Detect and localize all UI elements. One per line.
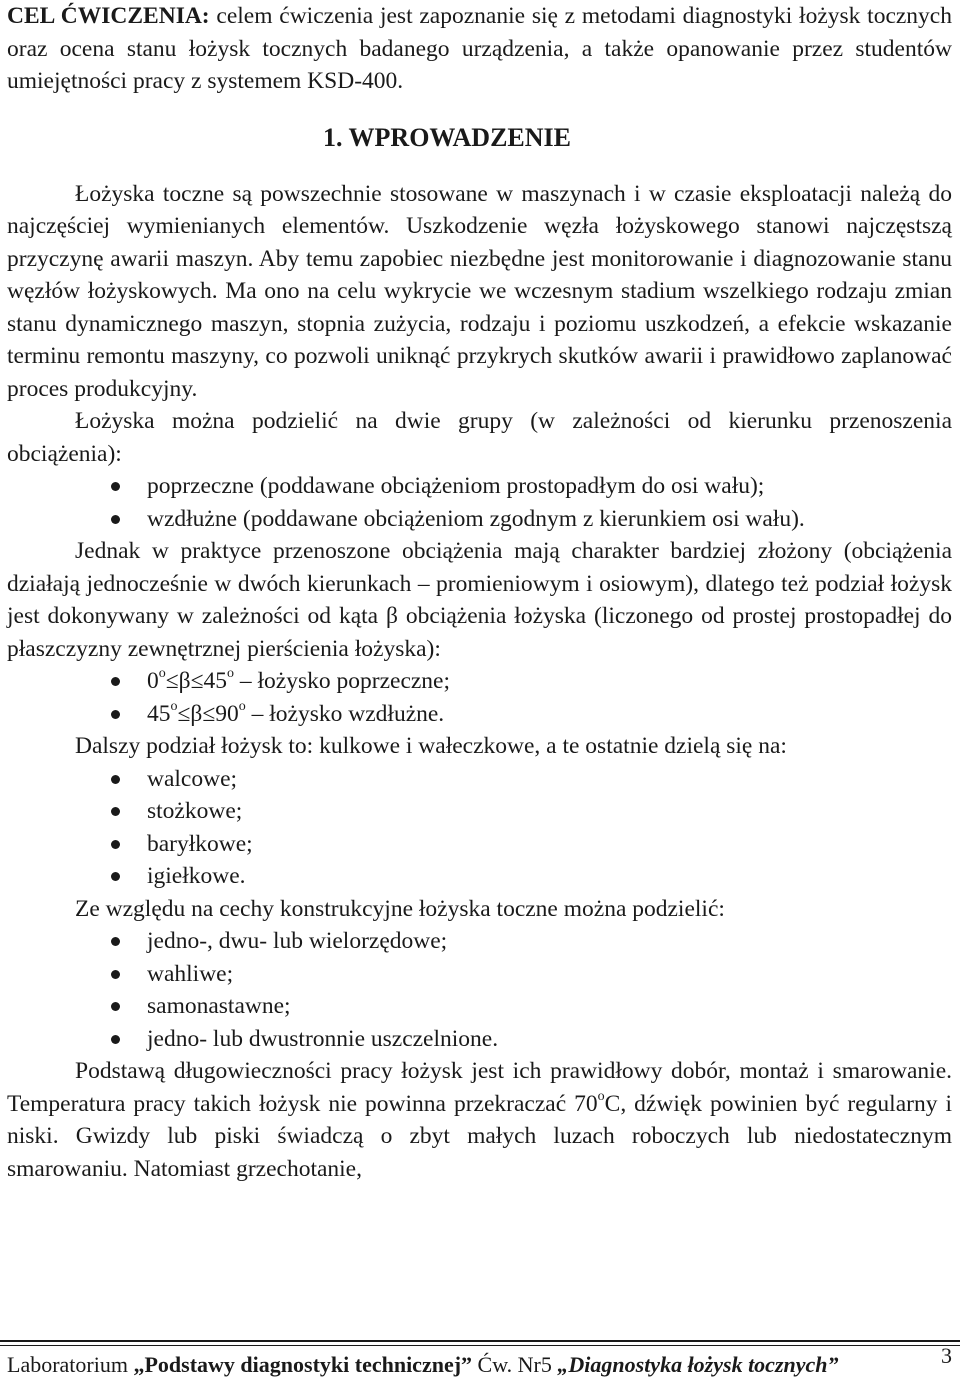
intro-paragraph: Łożyska toczne są powszechnie stosowane w maszynach i w czasie eksploatacji należą do najczęściej wymienianych elementów. Uszkodzenie węzła łożyskowego stanowi najczęstszą przyczynę awarii maszyn. Aby temu zapobiec niezbędne jest monitorowanie i diagnozowanie stanu węzłów łożyskowych. Ma ono na celu wykrycie we wczesnym stadium wszelkiego rodzaju zmian stanu dynamicznego maszyn, stopnia zużycia, rodzaju i poziomu uszkodzeń, a efekcie wskazanie terminu remontu maszyny, co pozwoli uniknąć przykrych skutków awarii i prawidłowo zaplanować proces produkcyjny. bbox=[7, 180, 952, 402]
load-direction-list bbox=[7, 470, 952, 535]
footer-lab: Laboratorium bbox=[7, 1352, 134, 1377]
lifetime-text-a: Podstawą długowieczności pracy łożysk jest ich prawidłowy dobór, montaż i smarowanie. Temperatura pracy takich łożysk nie powinna przekraczać 70 bbox=[7, 1058, 952, 1117]
construction-paragraph: Ze względu na cechy konstrukcyjne łożyska toczne można podzielić: bbox=[75, 895, 725, 922]
list-item: samonastawne; bbox=[7, 990, 952, 1023]
list-item: baryłkowe; bbox=[7, 828, 952, 861]
angle-beta: β bbox=[178, 668, 191, 694]
list-item: $45^o\le\beta\le 90^o$ – łożysko wzdłużne. bbox=[7, 698, 952, 731]
angle-desc: – łożysko wzdłużne. bbox=[245, 700, 445, 727]
section-heading: 1. WPROWADZENIE bbox=[323, 122, 572, 152]
angle-desc: – łożysko poprzeczne; bbox=[234, 668, 451, 694]
lifetime-paragraph bbox=[7, 1055, 952, 1185]
angle-min: 0 bbox=[147, 668, 159, 694]
footer-topic: „Diagnostyka łożysk tocznych” bbox=[557, 1352, 839, 1377]
page-number: 3 bbox=[941, 1343, 952, 1368]
exercise-goal-text: celem ćwiczenia jest zapoznanie się z metodami diagnostyki łożysk tocznych oraz ocena stanu łożysk tocznych badanego urządzenia, a także opanowanie przez studentów umiejętności pracy z systemem KSD-400. bbox=[7, 3, 952, 94]
degree-symbol: o bbox=[170, 698, 178, 714]
groups-paragraph: Łożyska można podzielić na dwie grupy (w zależności od kierunku przenoszenia obciążenia): bbox=[7, 408, 952, 467]
list-item: $0^o\le\beta\le 45^o$ – łożysko poprzeczne; bbox=[7, 665, 952, 698]
degree-symbol: o bbox=[227, 666, 235, 682]
list-item: stożkowe; bbox=[7, 795, 952, 828]
degree-symbol: o bbox=[597, 1088, 605, 1104]
footer-divider-thin bbox=[0, 1345, 960, 1346]
list-item: jedno-, dwu- lub wielorzędowe; bbox=[7, 925, 952, 958]
list-item: poprzeczne (poddawane obciążeniom prostopadłym do osi wału); bbox=[7, 470, 952, 503]
angle-max: 90 bbox=[215, 700, 239, 727]
angle-list bbox=[7, 665, 952, 730]
footer-divider bbox=[0, 1340, 960, 1342]
list-item: igiełkowe. bbox=[7, 860, 952, 893]
angle-beta: β bbox=[190, 700, 203, 727]
footer-course: „Podstawy diagnostyki technicznej” bbox=[133, 1352, 473, 1377]
exercise-goal-label: CEL ĆWICZENIA: bbox=[7, 3, 210, 29]
list-item: jedno- lub dwustronnie uszczelnione. bbox=[7, 1023, 952, 1056]
list-item: wahliwe; bbox=[7, 958, 952, 991]
exercise-goal-paragraph bbox=[7, 0, 952, 98]
list-item: wzdłużne (poddawane obciążeniom zgodnym z kierunkiem osi wału). bbox=[7, 503, 952, 536]
list-item: walcowe; bbox=[7, 763, 952, 796]
document-body bbox=[7, 0, 952, 1185]
footer-exercise: Ćw. Nr5 bbox=[472, 1352, 558, 1377]
roller-paragraph: Dalszy podział łożysk to: kulkowe i wałeczkowe, a te ostatnie dzielą się na: bbox=[75, 733, 787, 759]
page-footer bbox=[7, 1351, 947, 1379]
degree-symbol: o bbox=[238, 698, 246, 714]
angle-min: 45 bbox=[147, 700, 171, 727]
lifetime-text-b: C, dźwięk powinien być regularny i niski. Gwizdy lub piski świadczą o zbyt małych luzach roboczych lub niedostatecznym smarowaniu. Natomiast grzechotanie, bbox=[7, 1090, 952, 1182]
roller-types-list bbox=[7, 763, 952, 893]
angle-paragraph: Jednak w praktyce przenoszone obciążenia mają charakter bardziej złożony (obciążenia działają jednocześnie w dwóch kierunkach – promieniowym i osiowym), dlatego też podział łożysk jest dokonywany w zależności od kąta β obciążenia łożyska (liczonego od prostej prostopadłej do płaszczyzny zewnętrznej pierścienia łożyska): bbox=[7, 538, 952, 662]
degree-symbol: o bbox=[158, 666, 166, 682]
construction-list bbox=[7, 925, 952, 1055]
angle-max: 45 bbox=[203, 668, 228, 694]
